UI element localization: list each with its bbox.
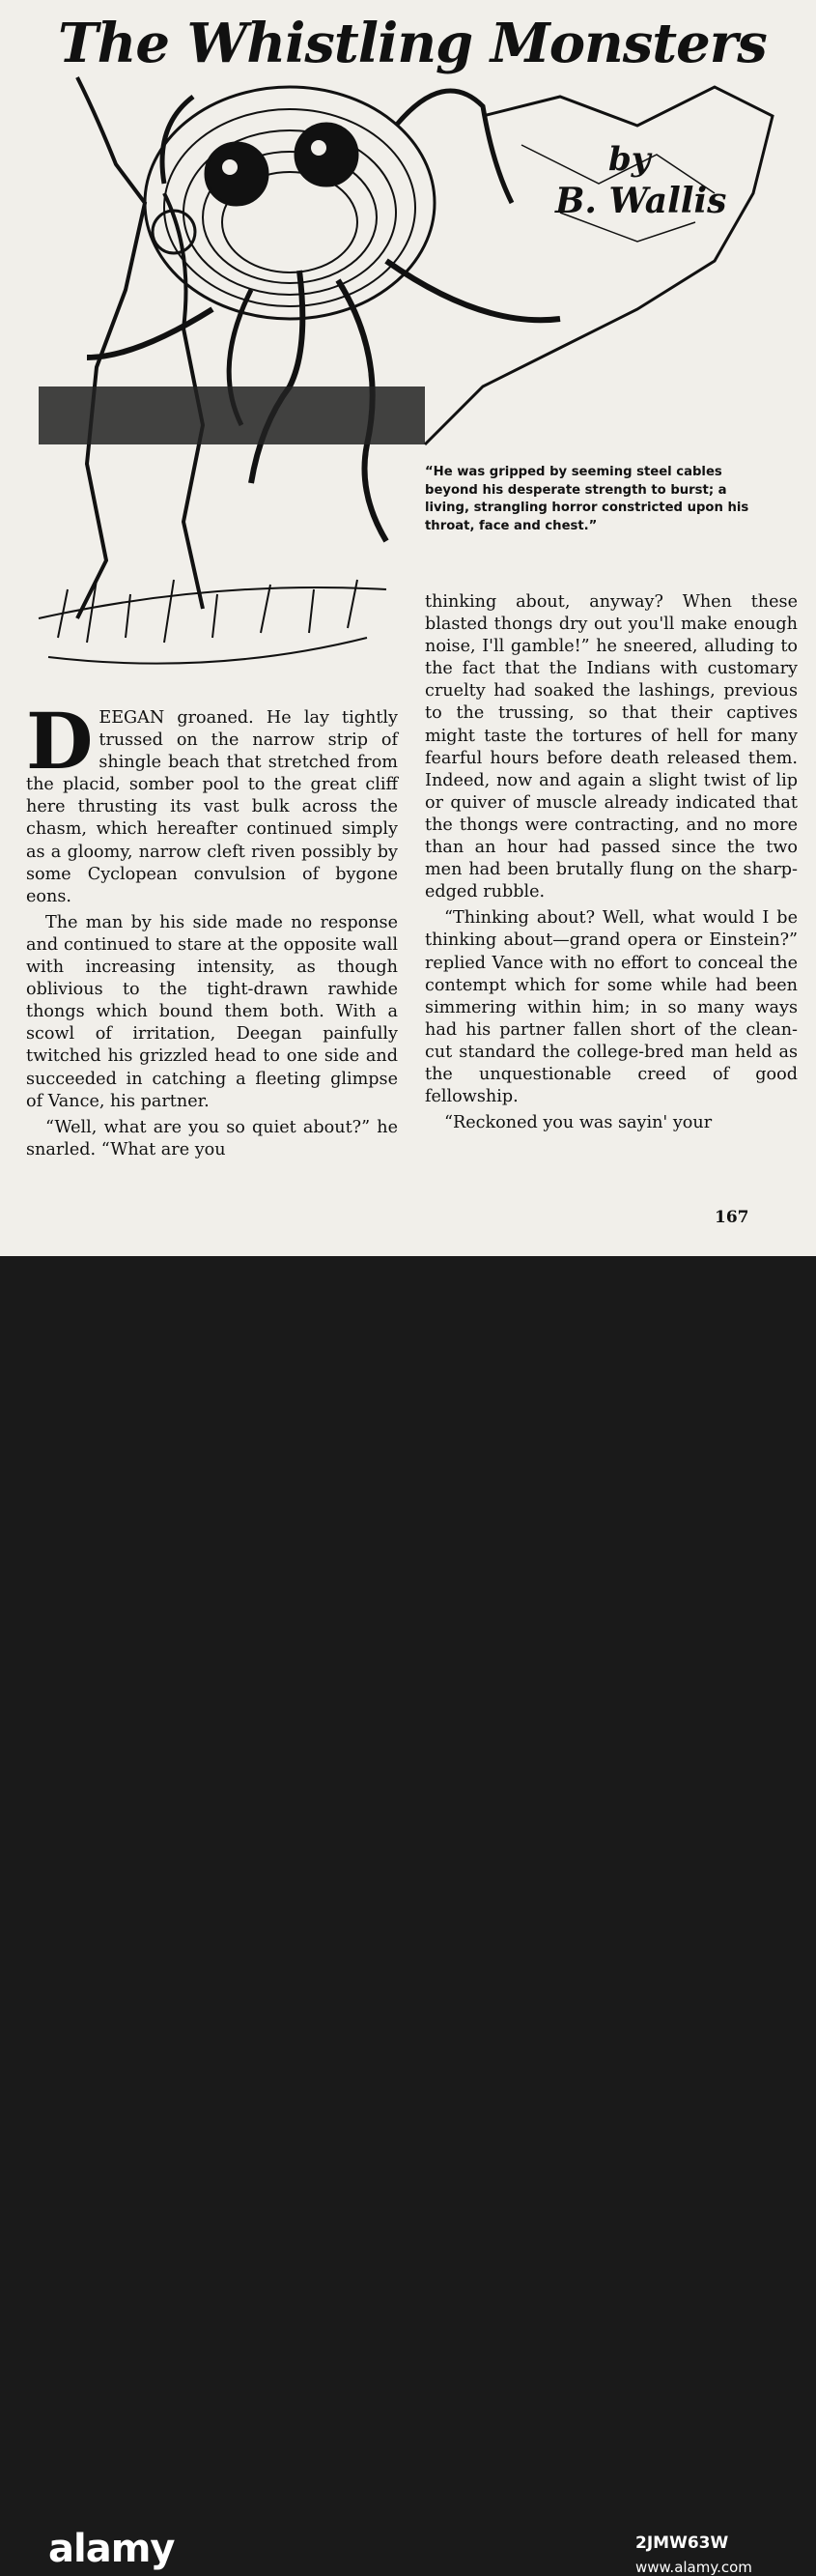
paragraph	[26, 696, 398, 908]
paragraph: “Well, what are you so quiet about?” he snarled. “What are you	[26, 1117, 398, 1159]
alamy-logo: alamy	[48, 2527, 175, 2571]
text-column-right	[425, 591, 798, 1134]
paragraph: “Thinking about? Well, what would I be thinking about—grand opera or Einstein?” replied Vance with no effort to conceal the contempt which for some while had been simmering within him; in so many ways had his partner fallen short of the clean-cut standard the college-bred man held as the unquestionable creed of good fellowship.	[425, 908, 798, 1107]
paragraph: The man by his side made no response and continued to stare at the opposite wall with increasing intensity, as though oblivious to the tight-drawn rawhide thongs which bound them both. With a scowl of irritation, Deegan painfully twitched his grizzled head to one side and succeeded in catching a fleeting glimpse of Vance, his partner.	[26, 912, 398, 1111]
paragraph: “Reckoned you was sayin' your	[444, 1113, 713, 1133]
story-title: The Whistling Monsters	[58, 12, 767, 75]
paragraph-text: EEGAN groaned. He lay tightly trussed on the narrow strip of shingle beach that stretched from the placid, somber pool to the great cliff here thrusting its vast bulk across the chasm, which hereafter continued simply as a gloomy, narrow cleft riven possibly by some Cyclopean convulsion of bygone eons.	[26, 708, 398, 906]
page-number: 167	[715, 1208, 749, 1227]
author-name: B. Wallis	[555, 181, 727, 221]
site-url: www.alamy.com	[635, 2559, 752, 2576]
image-id: 2JMW63W	[635, 2533, 729, 2553]
byline-by: by	[608, 140, 651, 179]
paragraph: thinking about, anyway? When these blasted thongs dry out you'll make enough noise, I'll gamble!” he sneered, alluding to the fact that the Indians with customary cruelty had soaked the lashings, previous to the trussing, so that their captives might taste the tortures of hell for many fearful hours before death released them. Indeed, now and again a slight twist of lip or quiver of muscle already indicated that the thongs were contracting, and no more than an hour had passed since the two men had been brutally flung on the sharp-edged rubble.	[425, 592, 798, 902]
watermark-bar	[0, 1256, 816, 2576]
monster-illustration	[19, 39, 802, 676]
magazine-page	[0, 0, 816, 1256]
byline	[555, 140, 726, 223]
text-column-left	[26, 696, 398, 1161]
illustration-caption: “He was gripped by seeming steel cables beyond his desperate strength to burst; a living, strangling horror constricted upon his throat, face and chest.”	[425, 465, 749, 533]
drop-cap: D	[26, 696, 94, 787]
